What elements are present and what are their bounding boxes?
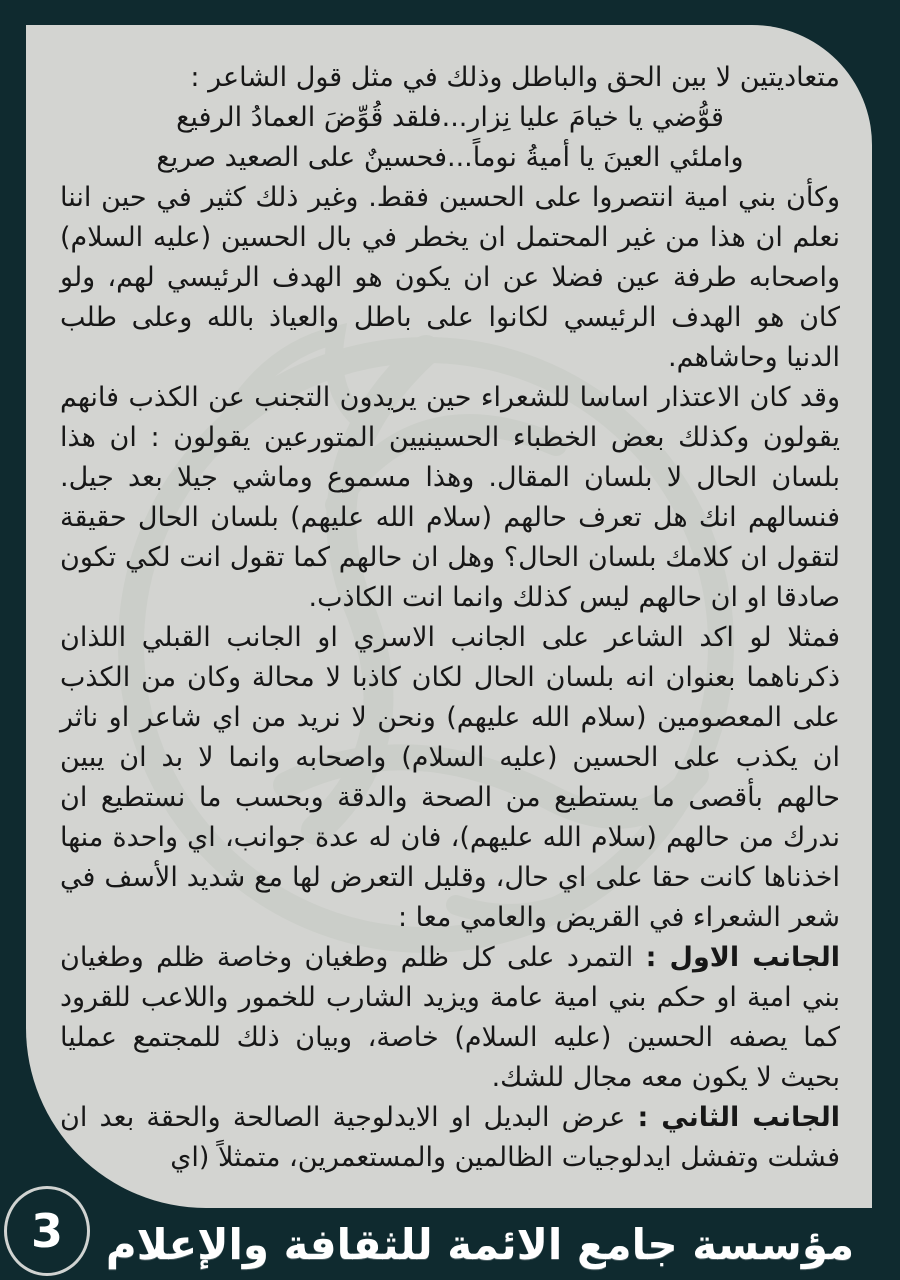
aspect-two-heading: الجانب الثاني :: [637, 1102, 840, 1133]
paragraph-continuation: متعاديتين لا بين الحق والباطل وذلك في مثل قول الشاعر :: [190, 62, 840, 93]
poem-verse-1: قوُّضي يا خيامَ عليا نِزار...فلقد قُوِّضَ العمادُ الرفيع: [176, 102, 724, 133]
paragraph: فمثلا لو اكد الشاعر على الجانب الاسري او الجانب القبلي اللذان ذكرناهما بعنوان انه بلسان الحال لكان كاذبا لا محالة وكان من الكذب على المعصومين (سلام الله عليهم) ونحن لا نريد من اي شاعر او ناثر ان يكذب على الحسين (عليه السلام) واصحابه وانما لا بد ان يبين حالهم بأقصى ما يستطيع من الصحة والدقة وبحسب ما نستطيع ان ندرك من حالهم (سلام الله عليهم)، فان له عدة جوانب، اي واحدة منها اخذناها كانت حقا على اي حال، وقليل التعرض لها مع شديد الأسف في شعر الشعراء في القريض والعامي معا :: [60, 622, 840, 933]
footer-bar: [0, 1208, 900, 1280]
aspect-one-heading: الجانب الاول :: [645, 942, 840, 973]
aspect-one-text: التمرد على كل ظلم وطغيان وخاصة ظلم وطغيان بني امية او حكم بني امية عامة ويزيد الشارب للخمور واللاعب للقرود كما يصفه الحسين (عليه السلام) خاصة، وبيان ذلك للمجتمع عمليا بحيث لا يكون معه مجال للشك.: [60, 942, 840, 1093]
footer-foundation-title: مؤسسة جامع الائمة للثقافة والإعلام: [105, 1219, 855, 1269]
content-sheet: [26, 25, 872, 1208]
body-text: [60, 58, 840, 1180]
page-number-badge: [4, 1186, 90, 1276]
aspect-two-text: عرض البديل او الايدلوجية الصالحة والحقة بعد ان فشلت وتفشل ايدلوجيات الظالمين والمستعمرين، متمثلاً (اي: [60, 1102, 840, 1173]
poem-verse-2: واملئي العينَ يا أميةُ نوماً...فحسينٌ على الصعيد صريع: [156, 142, 744, 173]
paragraph: وقد كان الاعتذار اساسا للشعراء حين يريدون التجنب عن الكذب فانهم يقولون وكذلك بعض الخطباء الحسينيين المتورعين يقولون : ان هذا بلسان الحال لا بلسان المقال. وهذا مسموع وماشي جيلا بعد جيل. فنسالهم انك هل تعرف حالهم (سلام الله عليهم) بلسان الحال حقيقة لتقول ان كلامك بلسان الحال؟ وهل ان حالهم كما تقول انت لكي تكون صادقا او ان حالهم ليس كذلك وانما انت الكاذب.: [60, 382, 840, 613]
paragraph: وكأن بني امية انتصروا على الحسين فقط. وغير ذلك كثير في حين اننا نعلم ان هذا من غير المحتمل ان يخطر في بال الحسين (عليه السلام) واصحابه طرفة عين فضلا عن ان يكون هو الهدف الرئيسي لهم، ولو كان هو الهدف الرئيسي لكانوا على باطل والعياذ بالله وعلى طلب الدنيا وحاشاهم.: [60, 182, 840, 373]
paragraph-second-aspect: [60, 1098, 840, 1178]
paragraph-first-aspect: [60, 938, 840, 1098]
page-number: 3: [30, 1204, 63, 1258]
